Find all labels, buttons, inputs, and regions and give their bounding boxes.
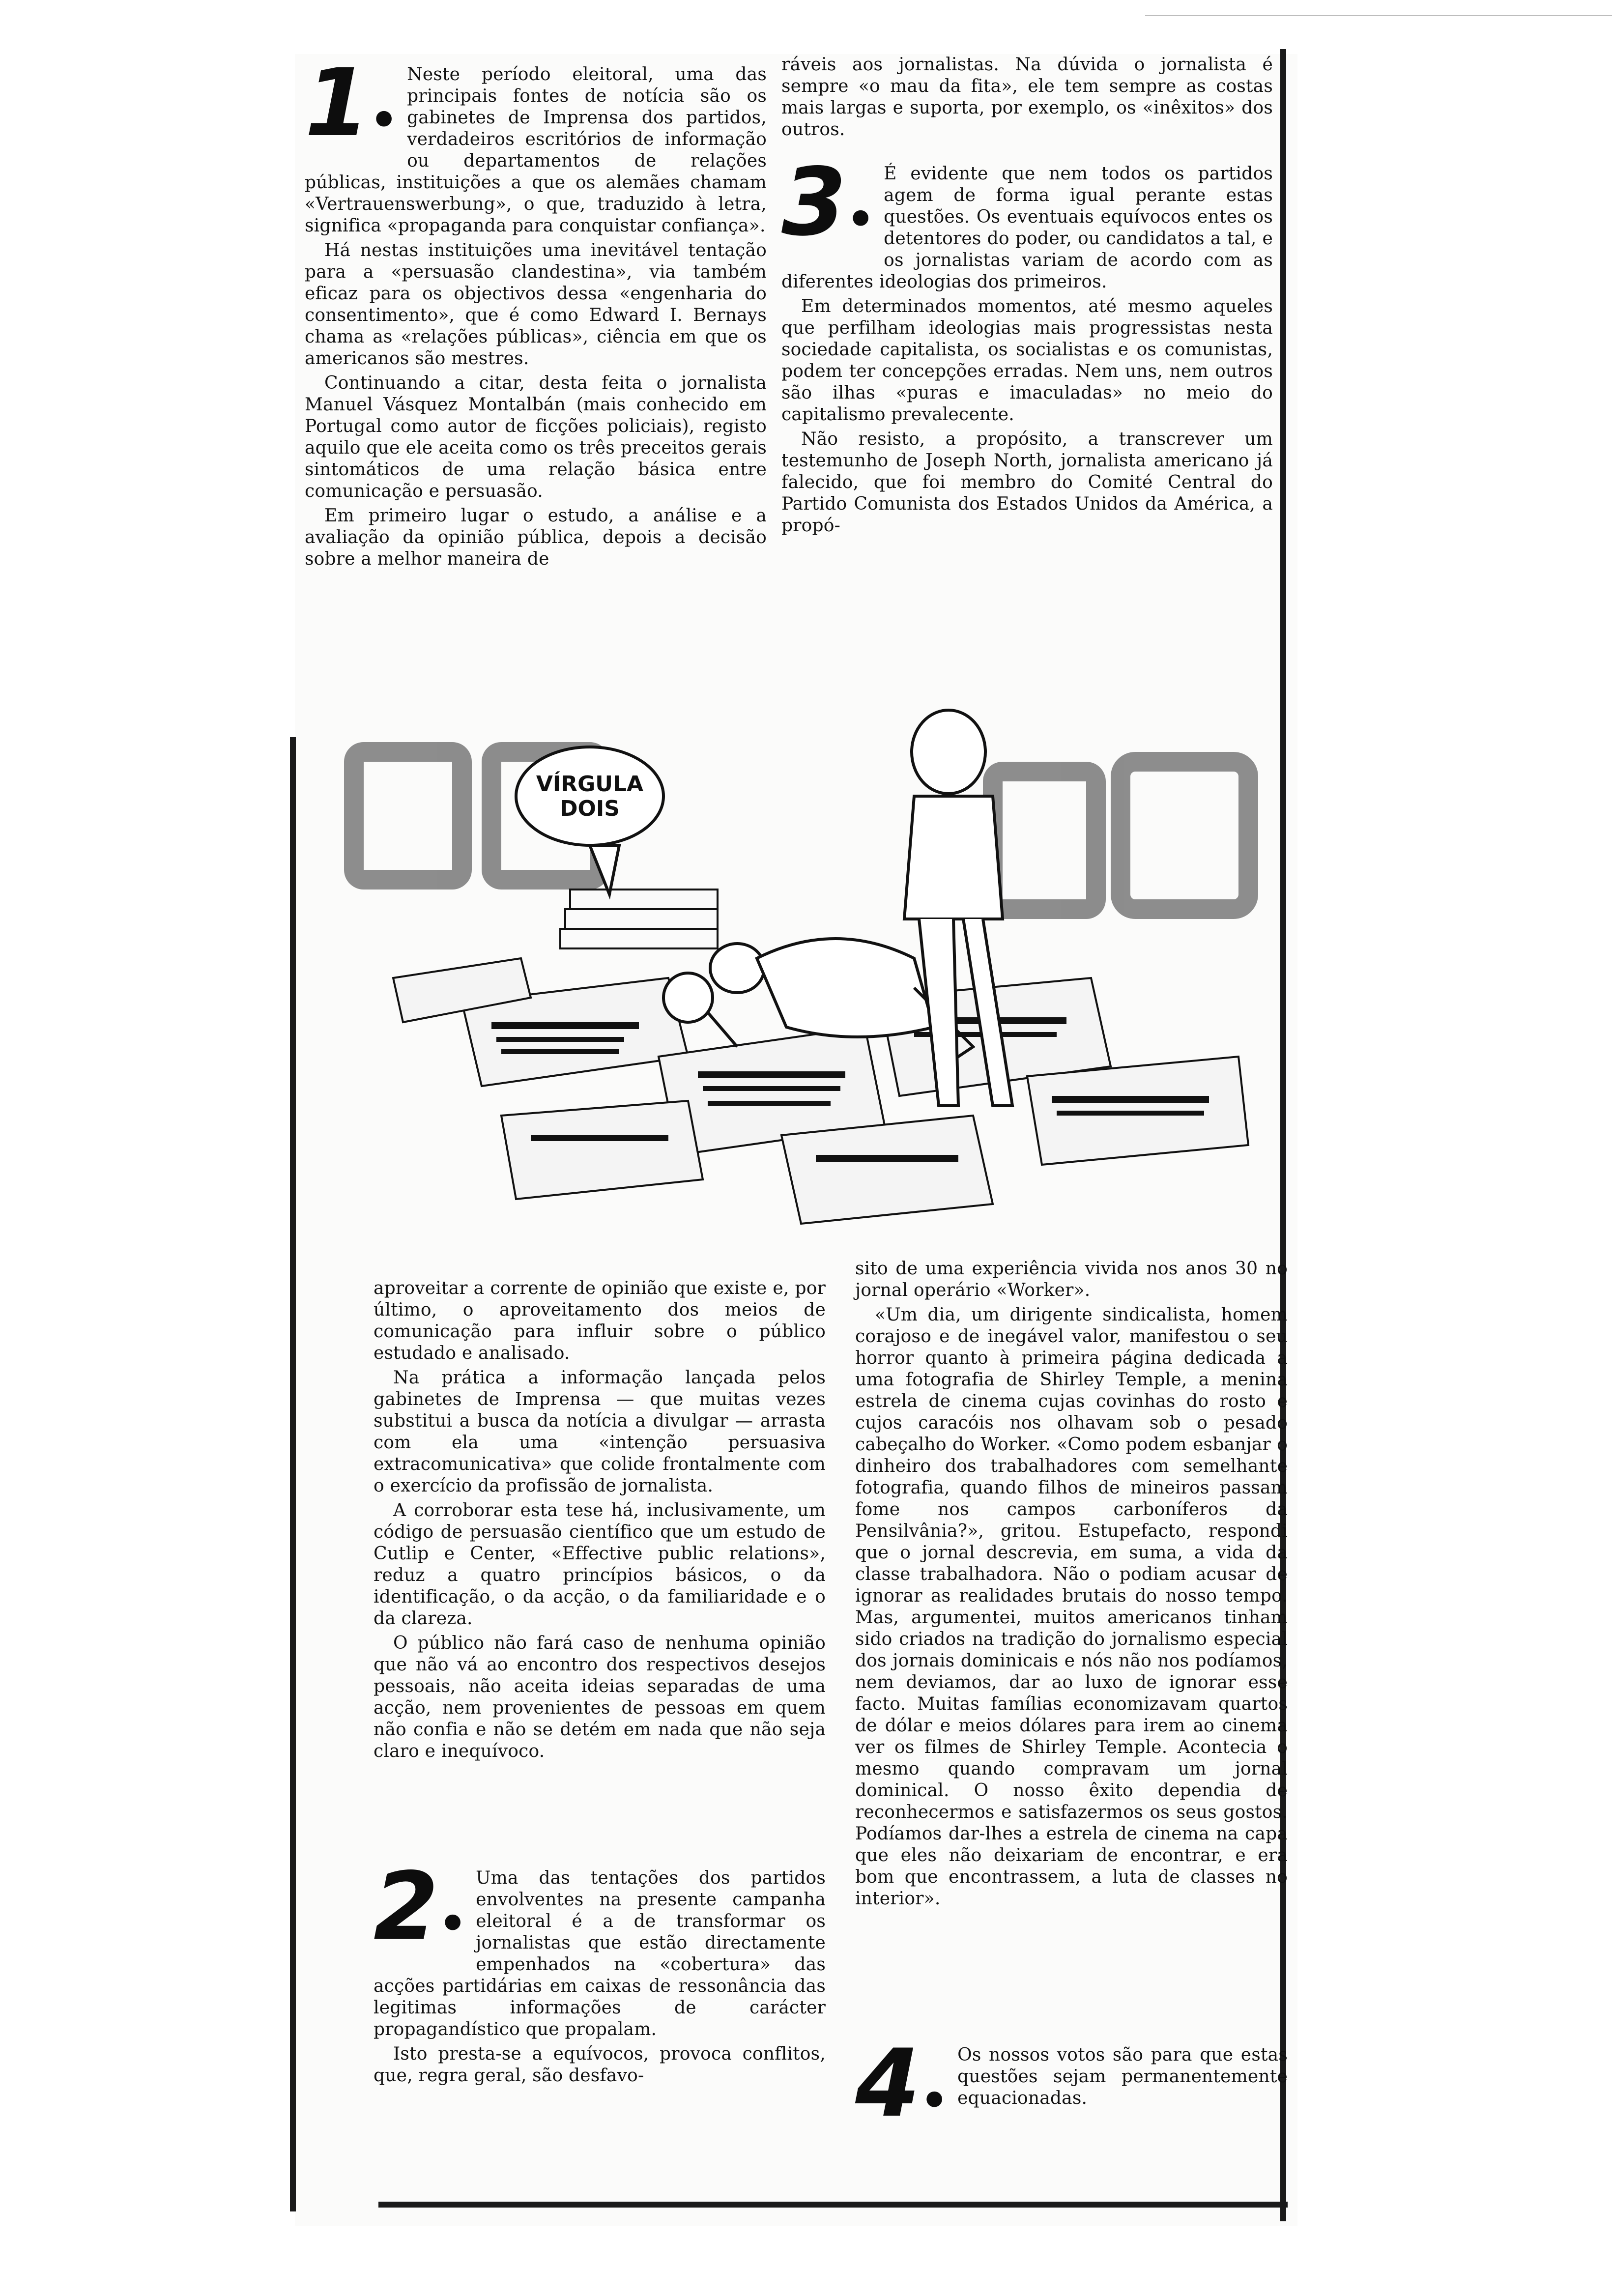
clipping-edge-bottom xyxy=(378,2202,1288,2208)
paragraph: Uma das tentações dos partidos envolventes na presente campanha eleitoral é a de transformar os jornalistas que estão directamente empenhados na «cobertura» das acções partidárias em caixas de ressonância das legitimas informações de carácter propagandístico que propalam. xyxy=(374,1868,826,2039)
section-number-1: 1• xyxy=(305,49,399,157)
article-column-left-bottom xyxy=(374,1852,826,2090)
paragraph: ráveis aos jornalistas. Na dúvida o jornalista é sempre «o mau da fita», ele tem sempre as costas mais largas e suporta, por exemplo, os «inêxitos» dos outros. xyxy=(781,55,1273,140)
paragraph: «Um dia, um dirigente sindicalista, homem corajoso e de inegável valor, manifestou o seu horror quanto à primeira página dedicada a uma fotografia de Shirley Temple, a menina estrela de cinema cujas covinhas do rosto e cujos caracóis nos olhavam sob o pesado cabeçalho do Worker. «Como podem esbanjar o dinheiro dos trabalhadores com semelhante fotografia, quando filhos de mineiros passam fome nos campos carboníferos da Pensilvânia?», gritou. Estupefacto, respondi que o jornal descrevia, em suma, a vida da classe trabalhadora. Não o podiam acusar de ignorar as realidades brutais do nosso tempo. Mas, argumentei, muitos americanos tinham sido criados na tradição do jornalismo especial dos jornais dominicais e nós não nos podíamos, nem deviamos, dar ao luxo de ignorar esse facto. Muitas famílias economizavam quartos de dólar e meios dólares para irem ao cinema ver os filmes de Shirley Temple. Acontecia o mesmo quando compravam um jornal dominical. O nosso êxito dependia de reconhecermos e satisfazermos os seus gostos. Podíamos dar-lhes a estrela de cinema na capa que eles não deixariam de encontrar, e era bom que encontrassem, a luta de classes no interior». xyxy=(855,1305,1288,1909)
paragraph: aproveitar a corrente de opinião que existe e, por último, o aproveitamento dos meios de comunicação para influir sobre o público estudado e analisado. xyxy=(374,1278,826,1363)
article-column-left-top xyxy=(305,49,767,573)
paragraph: Os nossos votos são para que estas questões sejam permanentemente equacionadas. xyxy=(957,2045,1288,2108)
article-column-right-top xyxy=(781,54,1273,540)
paragraph: Continuando a citar, desta feita o jornalista Manuel Vásquez Montalbán (mais conhecido em Portugal como autor de ficções policiais), registo aquilo que ele aceita como os três preceitos gerais sintomáticos de uma relação básica entre comunicação e persuasão. xyxy=(305,373,767,501)
paragraph: Em determinados momentos, até mesmo aqueles que perfilham ideologias mais progressistas nesta sociedade capitalista, os socialistas e os comunistas, podem ter concepções erradas. Nem uns, nem outros são ilhas «puras e imaculadas» no meio do capitalismo prevalecente. xyxy=(781,296,1273,425)
paragraph: Neste período eleitoral, uma das principais fontes de notícia são os gabinetes de Imprensa dos partidos, verdadeiros escritórios de informação ou departamentos de relações públicas, instituições a que os alemães chamam «Vertrauenswerbung», o que, traduzido à letra, significa «propaganda para conquistar confiança». xyxy=(305,64,767,236)
article-column-right-bottom xyxy=(855,2029,1288,2138)
cartoon-illustration xyxy=(315,683,1278,1268)
paragraph: O público não fará caso de nenhuma opinião que não vá ao encontro dos respectivos desejos pessoais, não aceita ideias separadas de uma acção, nem provenientes de pessoas em quem não confia e não se detém em nada que não seja claro e inequívoco. xyxy=(374,1633,826,1761)
paragraph: Isto presta-se a equívocos, provoca conflitos, que, regra geral, são desfavo- xyxy=(374,2044,826,2086)
section-number-3: 3• xyxy=(781,148,875,257)
paragraph: Há nestas instituições uma inevitável tentação para a «persuasão clandestina», via também eficaz para os objectivos dessa «engenharia do consentimento», que é como Edward I. Bernays chama as «relações públicas», ciência em que os americanos são mestres. xyxy=(305,240,767,369)
speech-bubble-line1: VÍRGULA xyxy=(536,772,644,797)
paragraph: A corroborar esta tese há, inclusivamente, um código de persuasão científico que um estudo de Cutlip e Center, «Effective public relations», reduz a quatro princípios básicos, o da identificação, o da acção, o da familiaridade e o da clareza. xyxy=(374,1500,826,1629)
paragraph: Em primeiro lugar o estudo, a análise e a avaliação da opinião pública, depois a decisão sobre a melhor maneira de xyxy=(305,506,767,569)
paragraph: Na prática a informação lançada pelos gabinetes de Imprensa — que muitas vezes substitui a busca da notícia a divulgar — arrasta com ela uma «intenção persuasiva extracomunicativa» que colide frontalmente com o exercício da profissão de jornalista. xyxy=(374,1368,826,1496)
section-number-2: 2• xyxy=(374,1852,467,1961)
speech-bubble-line2: DOIS xyxy=(560,796,620,821)
paragraph: Não resisto, a propósito, a transcrever um testemunho de Joseph North, jornalista americano já falecido, que foi membro do Comité Central do Partido Comunista dos Estados Unidos da América, a propó- xyxy=(781,429,1273,536)
paragraph: É evidente que nem todos os partidos agem de forma igual perante estas questões. Os eventuais equívocos entes os detentores do poder, ou candidatos a tal, e os jornalistas variam de acordo com as diferentes ideologias dos primeiros. xyxy=(781,164,1273,292)
article-column-right-middle xyxy=(855,1258,1288,1913)
clipping-edge-left xyxy=(290,737,296,2211)
section-number-4: 4• xyxy=(855,2029,949,2138)
article-column-left-middle xyxy=(374,1278,826,1765)
paragraph: sito de uma experiência vivida nos anos 30 no jornal operário «Worker». xyxy=(855,1259,1288,1300)
scan-top-rule xyxy=(1145,15,1612,16)
